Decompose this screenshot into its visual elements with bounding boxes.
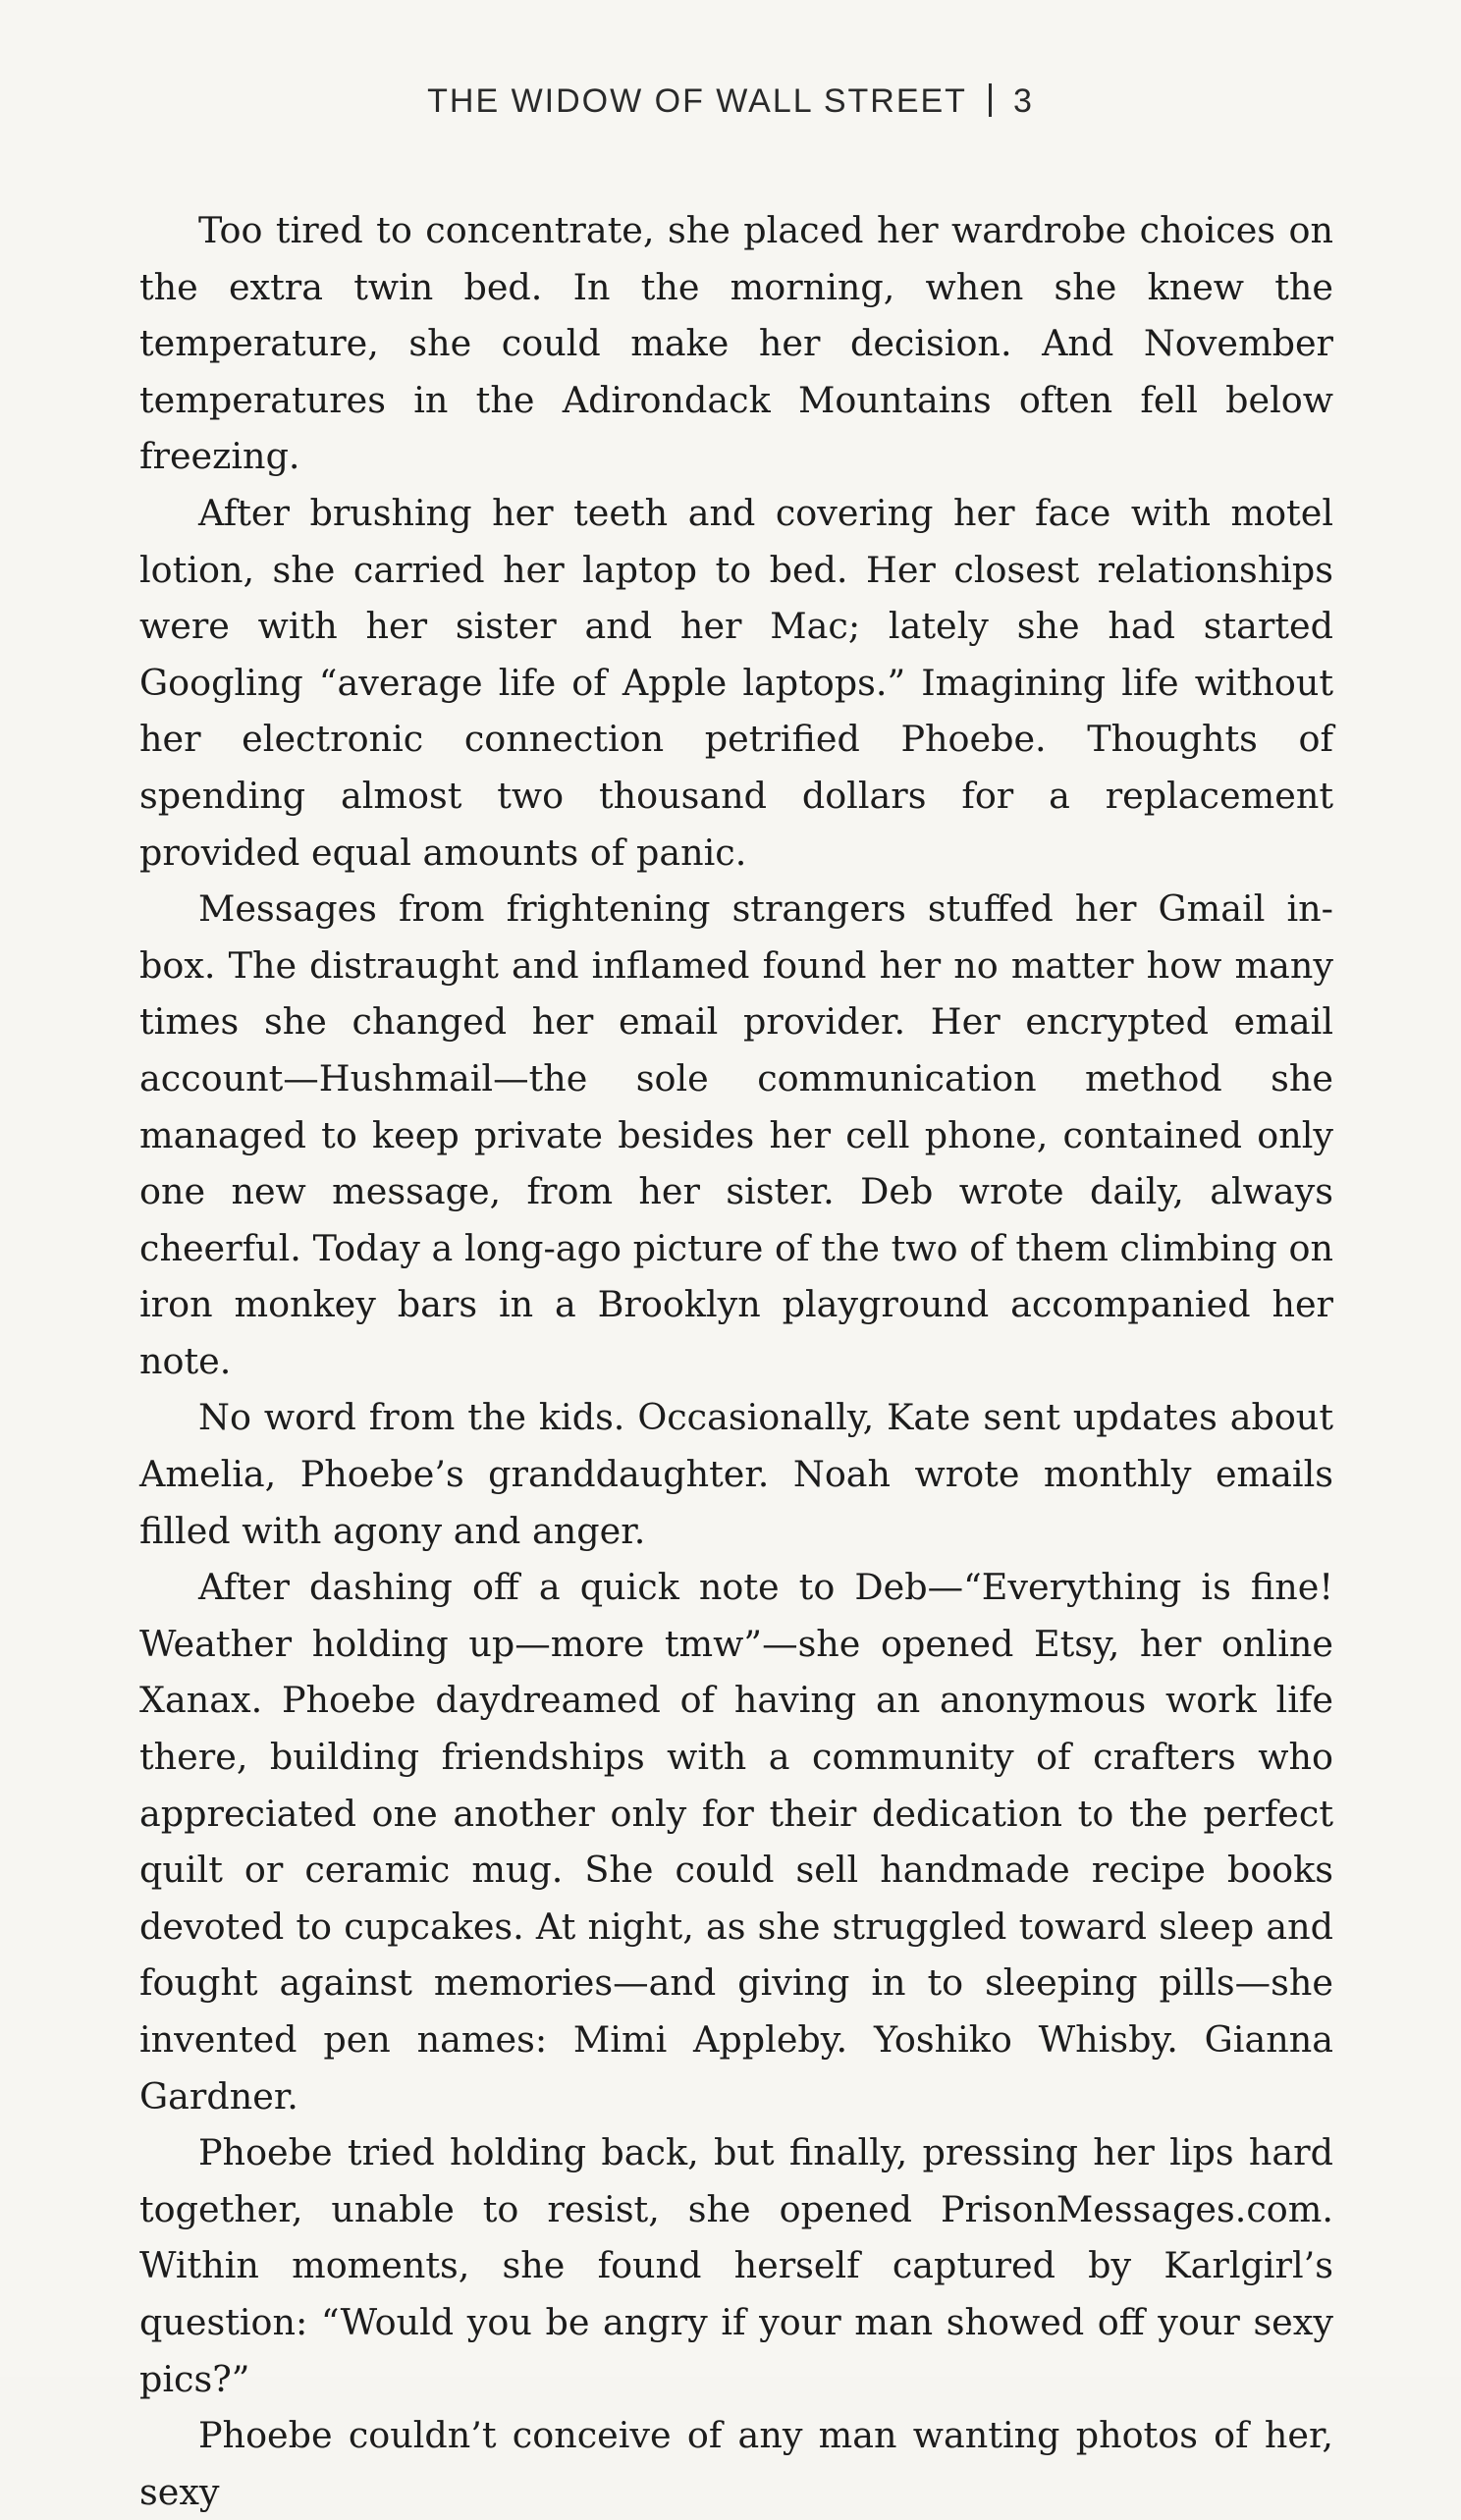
paragraph: No word from the kids. Occasionally, Kate sent updates about Amelia, Phoebe’s granddaughter. Noah wrote monthly emails filled with agony and anger. (139, 1396, 1333, 1552)
paragraph: Phoebe couldn’t conceive of any man wanting photos of her, sexy (139, 2414, 1333, 2513)
running-head (0, 82, 1461, 121)
page-number: 3 (1012, 82, 1034, 120)
paragraph: Messages from frightening strangers stuffed her Gmail in-box. The distraught and inflamed found her no matter how many times she changed her email provider. Her encrypted email account—Hushmail—the sole communication method she managed to keep private besides her cell phone, contained only one new message, from her sister. Deb wrote daily, always cheerful. Today a long-ago picture of the two of them climbing on iron monkey bars in a Brooklyn playground accompanied her note. (139, 887, 1333, 1382)
book-title: THE WIDOW OF WALL STREET (427, 82, 967, 120)
paragraph: After dashing off a quick note to Deb—“Everything is fine! Weather holding up—more tmw”—she opened Etsy, her online Xanax. Phoebe daydreamed of having an anonymous work life there, building friendships with a community of crafters who appreciated one another only for their dedication to the perfect quilt or ceramic mug. She could sell handmade recipe books devoted to cupcakes. At night, as she struggled toward sleep and fought against memories—and giving in to sleeping pills—she invented pen names: Mimi Appleby. Yoshiko Whisby. Gianna Gardner. (139, 1566, 1333, 2118)
paragraph: Too tired to concentrate, she placed her wardrobe choices on the extra twin bed. In the morning, when she knew the temperature, she could make her decision. And November temperatures in the Adirondack Mountains often fell below freezing. (139, 209, 1333, 478)
body-text (139, 202, 1333, 2520)
paragraph: Phoebe tried holding back, but finally, pressing her lips hard together, unable to resist, she opened PrisonMessages.com. Within moments, she found herself captured by Karlgirl’s question: “Would you be angry if your man showed off your sexy pics?” (139, 2131, 1333, 2400)
header-separator (989, 83, 992, 117)
paragraph: After brushing her teeth and covering her face with motel lotion, she carried her laptop to bed. Her closest relationships were with her sister and her Mac; lately she had started Googling “average life of Apple laptops.” Imagining life without her electronic connection petrified Phoebe. Thoughts of spending almost two thousand dollars for a replacement provided equal amounts of panic. (139, 491, 1333, 874)
